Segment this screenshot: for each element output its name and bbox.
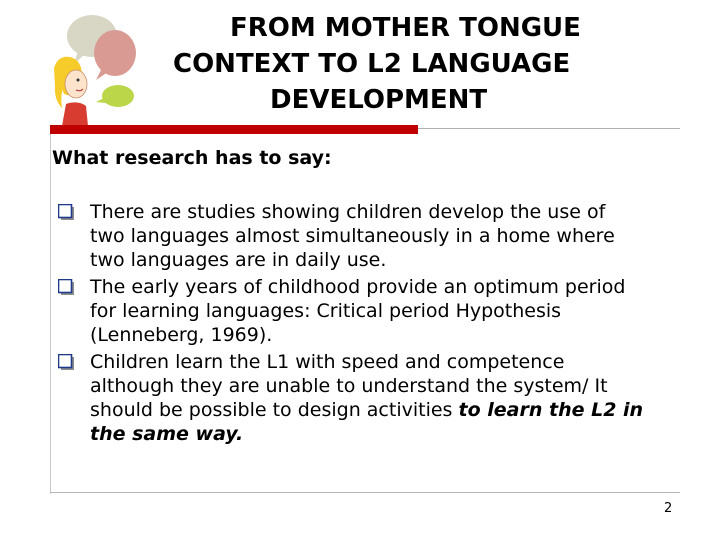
emphasized-text: the same way. [90, 423, 244, 445]
square-box-bullet-icon [58, 279, 75, 296]
bullet-text: for learning languages: Critical period Hypothesis [90, 300, 562, 322]
title-rule-extension [418, 128, 680, 129]
bullet-text: Children learn the L1 with speed and competence [90, 351, 565, 373]
bullet-text: two languages almost simultaneously in a home where [90, 225, 615, 247]
list-item [58, 350, 698, 446]
bullet-text: two languages are in daily use. [90, 249, 387, 271]
square-box-bullet-icon [58, 354, 75, 371]
section-heading: What research has to say: [52, 147, 332, 169]
list-item [58, 275, 698, 347]
girl-with-speech-bubbles-icon [52, 8, 144, 126]
list-item [58, 200, 698, 272]
square-box-bullet-icon [58, 204, 75, 221]
bullet-text: There are studies showing children develop the use of [90, 201, 606, 223]
slide-title [150, 10, 650, 118]
footer-rule [50, 492, 680, 493]
title-line: FROM MOTHER TONGUE [230, 13, 581, 43]
green-speech-bubble [102, 85, 134, 107]
title-line: DEVELOPMENT [270, 85, 488, 115]
bullet-text-line [90, 398, 698, 422]
pink-speech-bubble [94, 30, 136, 76]
bullet-text: should be possible to design activities [90, 399, 459, 421]
bullet-list [58, 200, 698, 446]
left-margin-rule [50, 134, 51, 494]
title-line: CONTEXT TO L2 LANGUAGE [173, 49, 571, 79]
bullet-text: (Lenneberg, 1969). [90, 324, 273, 346]
bullet-text: although they are unable to understand the system/ It [90, 375, 608, 397]
title-rule [50, 125, 418, 134]
emphasized-text: to learn the L2 in [458, 399, 644, 421]
page-number: 2 [664, 501, 673, 516]
bullet-text: The early years of childhood provide an optimum period [90, 276, 626, 298]
